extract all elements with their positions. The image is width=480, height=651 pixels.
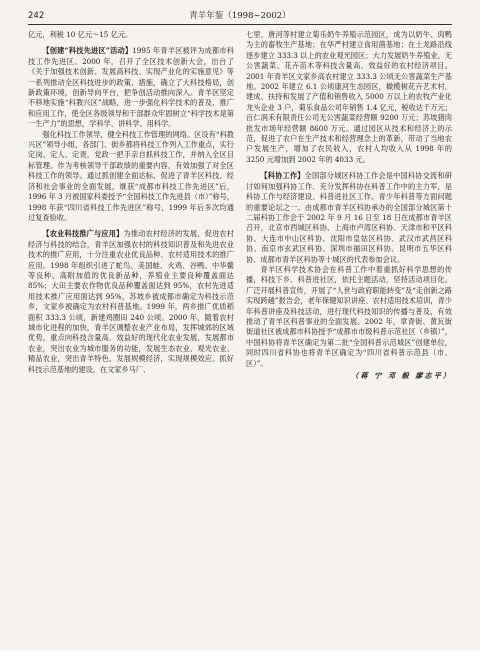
left-column: [28, 30, 234, 375]
paragraph-continuation: 亿元，利税 10 亿元～15 亿元。: [28, 30, 133, 39]
paragraph-text: 全国部分城区科协工作会是中国科协交流和研讨如何加强科协工作、充分发挥科协在科普工作中的主力军，是科协工作与经济建设、科普进社区工作、青少年科普等方面问题的重要论坛之一。由成都市青羊区科协承办的全国部分城区第十二届科协工作会于 2002 年 9 月 16 日至 18 日在成都市青羊区召开，北京市西城区科协、上海市卢湾区科协、天津市和平区科协、大连市中山区科协、沈阳市皇姑区科协、武汉市武昌区科协、南京市玄武区科协、深圳市福田区科协、昆明市五华区科协、成都市青羊区科协等十城区的代表参加会议。: [246, 171, 452, 264]
paragraph-text: 1995 年青羊区被评为成都市科技工作先进区。2000 年，召开了全区技术创新大会，出台了《关于加强技术创新、发展高科技、实现产业化的实施意见》等一系列推动全区科技进步的政策、措施，确立了大科技格局，创新政策环境，创新导向平台，把争创活动推向深入。青羊区坚定不移地实施“科教兴区”战略，进一步强化科学技术的普及、推广和应用工作，使全区各级领导和干部群众牢固树立“科学技术是第一生产力”的思想，学科学、讲科学、用科学。: [28, 46, 234, 129]
running-title: 青羊年鉴（1998~2002）: [189, 11, 291, 21]
paragraph: [28, 46, 234, 129]
paragraph-text: 为推动农村经济的发展，促进农村经济与科技的结合，青羊区加强农村的科技知识普及和先进农业技术的推广应用，十分注重农业优良品种、农村适用技术的推广应用。1998 年组织引进了蛇鸟、美国蛙、火鸡、谷鸭、中华鳖等良种、高附加值的优良新品种，养殖业主要良种覆盖面达 85%；大田主要农作物优良品种覆盖面达到 95%，农村先进适用技术推广应用面达到 95%，苏坡乡被成都市确定为科技示范乡，文家乡被确定为农村科普基地。1999 年，两乡推广优质稻面积 333.3 公顷，新建鸡圈田 240 公顷。2000 年，随着农村城市化进程的加快，青羊区调整农业产业布局，发挥城郊的区域优势，重点向科技含量高、效益好的现代化农业发展，发展都市农业，突出农业为城市服务的功能，发展生态农业、观光农业、精品农业，突出青羊特色，发展规模经济，实现规模效应。抓好科技示范基地的建设，在文家乡马厂、: [28, 229, 234, 374]
paragraph-continuation: 七里、唐河等村建立菊乐奶牛养殖示范园区，成为以奶牛、肉鸭为主的畜牧生产基地；在华严村建立食用菌基地；在土龙路沿线逐步建立 333.3 以上的农业观光园区；大力发展奶牛养殖业，无公害蔬菜、花卉苗木等科技含量高、效益好的农村经济项目。2001 年青羊区文家乡高农村建立 333.3 公顷无公害蔬菜生产基地。2002 年建立 6.1 公顷康河生态园区，橄榄树花卉艺术村，建成、扶持和发展了产值和销售收入 5000 万以上的农牧产业化龙头企业 3 户，菊乐食品公司年销售 1.4 亿元，税收达千万元；百仁润禾有限责任公司无公害蔬菜经营额 9200 万元；苏坡猪肉批发市场年经营额 8600 万元。通过园区从技术和经济上的示范，促进了农户在生产技术和经营理念上的革新，带动了当地农户发展生产，增加了农民收入，农村人均收入从 1998 年的 3250 元增加到 2002 年的 4033 元。: [246, 30, 452, 164]
author-signature: （蒋 宁 邓 毅 廖志平）: [351, 371, 452, 380]
paragraph: 强化科技工作领导，健全科技工作管理的网络。区设有“科教兴区”领导小组，各部门、街乡都将科技工作列入工作重点，实行定岗、定人、定责，党政一把手亲自抓科技工作，并纳入全区目标管理。作为考核领导干部政绩的重要内容，有效加强了对全区科技工作的领导。通过抓创建全面达标，促进了青羊区科技、经济和社会事业的全面发展，继获“成都市科技工作先进区”后，1996 年 3 月被国家科委授予“全国科技工作先进县（市）”称号，1998 年获“四川省科技工作先进区”称号，1999 年后多次均通过复查验收。: [28, 129, 234, 222]
section-title: 【创建“科技先进区”活动】: [42, 46, 133, 56]
right-column: [246, 30, 452, 381]
paragraph: [246, 171, 452, 265]
section-title: 【科协工作】: [260, 171, 305, 181]
section-title: 【农业科技推广与应用】: [42, 229, 124, 239]
paragraph: [28, 229, 234, 375]
paragraph: 青羊区科学技术协会在科普工作中着重抓好科学思想的传播，科技下乡、科普进社区，依托主题活动，坚持活动项目化。广泛开展科普宣传，开展了“人世与政府职能转变”及“走创新之路实现跨越”报告会，老年保健知识讲座、农村适用技术培训，青少年科普讲座及科技活动，进行现代科技知识的传播与普及，有效推动了青羊区科普事业的全面发展。2002 年，章青街、黄瓦街街道社区被成都市科协授予“成都市市级科普示范社区（乡镇）”，中国科协将青羊区确定为第二批“全国科普示范城区”创建单位，同时四川省科协也将青羊区确定为“四川省科普示范县（市、区）”。: [246, 264, 452, 368]
page-number: 242: [28, 11, 45, 21]
running-header: [28, 8, 452, 25]
